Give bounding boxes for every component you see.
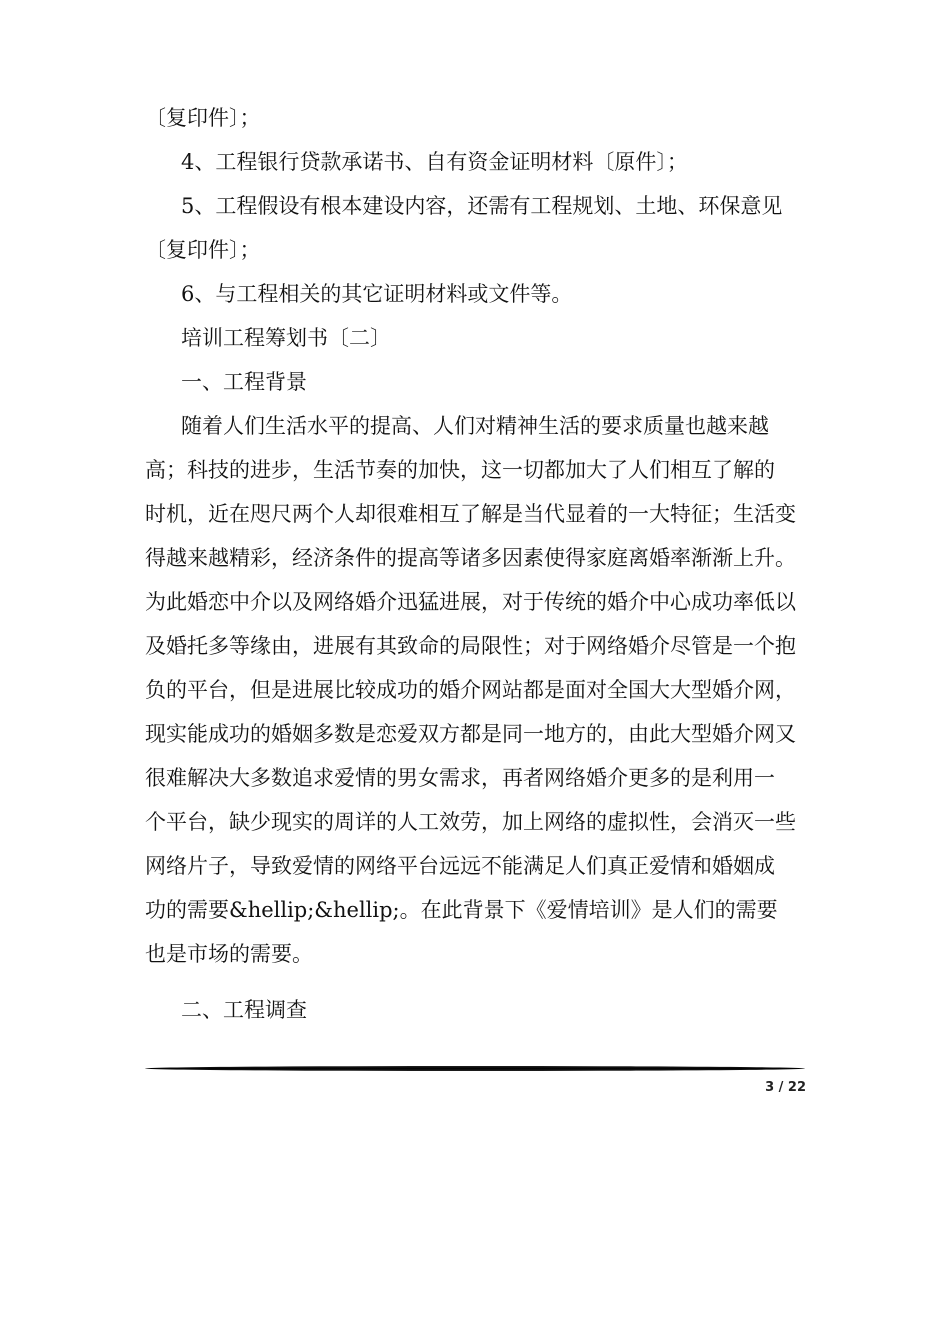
text-line: 为此婚恋中介以及网络婚介迅猛进展，对于传统的婚介中心成功率低以 [145, 590, 796, 614]
footer-divider [145, 1066, 805, 1071]
text-line: 及婚托多等缘由，进展有其致命的局限性；对于网络婚介尽管是一个抱 [145, 634, 796, 658]
text-line: 〔复印件〕； [145, 106, 261, 130]
section-heading: 一、工程背景 [181, 370, 307, 394]
document-body [145, 96, 810, 1032]
text-line: 〔复印件〕； [145, 238, 261, 262]
section-heading: 二、工程调查 [181, 998, 307, 1022]
text-line: 网络片子，导致爱情的网络平台远远不能满足人们真正爱情和婚姻成 [145, 854, 775, 878]
text-line: 功的需要&hellip;&hellip;。在此背景下《爱情培训》是人们的需要 [145, 898, 778, 922]
section-title: 培训工程筹划书〔二〕 [181, 326, 391, 350]
text-line: 得越来越精彩，经济条件的提高等诸多因素使得家庭离婚率渐渐上升。 [145, 546, 796, 570]
text-line: 个平台，缺少现实的周详的人工效劳，加上网络的虚拟性，会消灭一些 [145, 810, 796, 834]
page-number: 3 / 22 [765, 1080, 806, 1095]
text-line: 6、与工程相关的其它证明材料或文件等。 [181, 282, 573, 306]
text-line: 很难解决大多数追求爱情的男女需求，再者网络婚介更多的是利用一 [145, 766, 775, 790]
text-line: 随着人们生活水平的提高、人们对精神生活的要求质量也越来越 [181, 414, 769, 438]
text-line: 5、工程假设有根本建设内容，还需有工程规划、土地、环保意见 [181, 194, 783, 218]
text-line: 负的平台，但是进展比较成功的婚介网站都是面对全国大大型婚介网， [145, 678, 796, 702]
text-line: 现实能成功的婚姻多数是恋爱双方都是同一地方的，由此大型婚介网又 [145, 722, 796, 746]
text-line: 4、工程银行贷款承诺书、自有资金证明材料〔原件〕； [181, 150, 688, 174]
text-line: 也是市场的需要。 [145, 942, 313, 966]
text-line: 高；科技的进步，生活节奏的加快，这一切都加大了人们相互了解的 [145, 458, 775, 482]
text-line: 时机，近在咫尺两个人却很难相互了解是当代显着的一大特征；生活变 [145, 502, 796, 526]
